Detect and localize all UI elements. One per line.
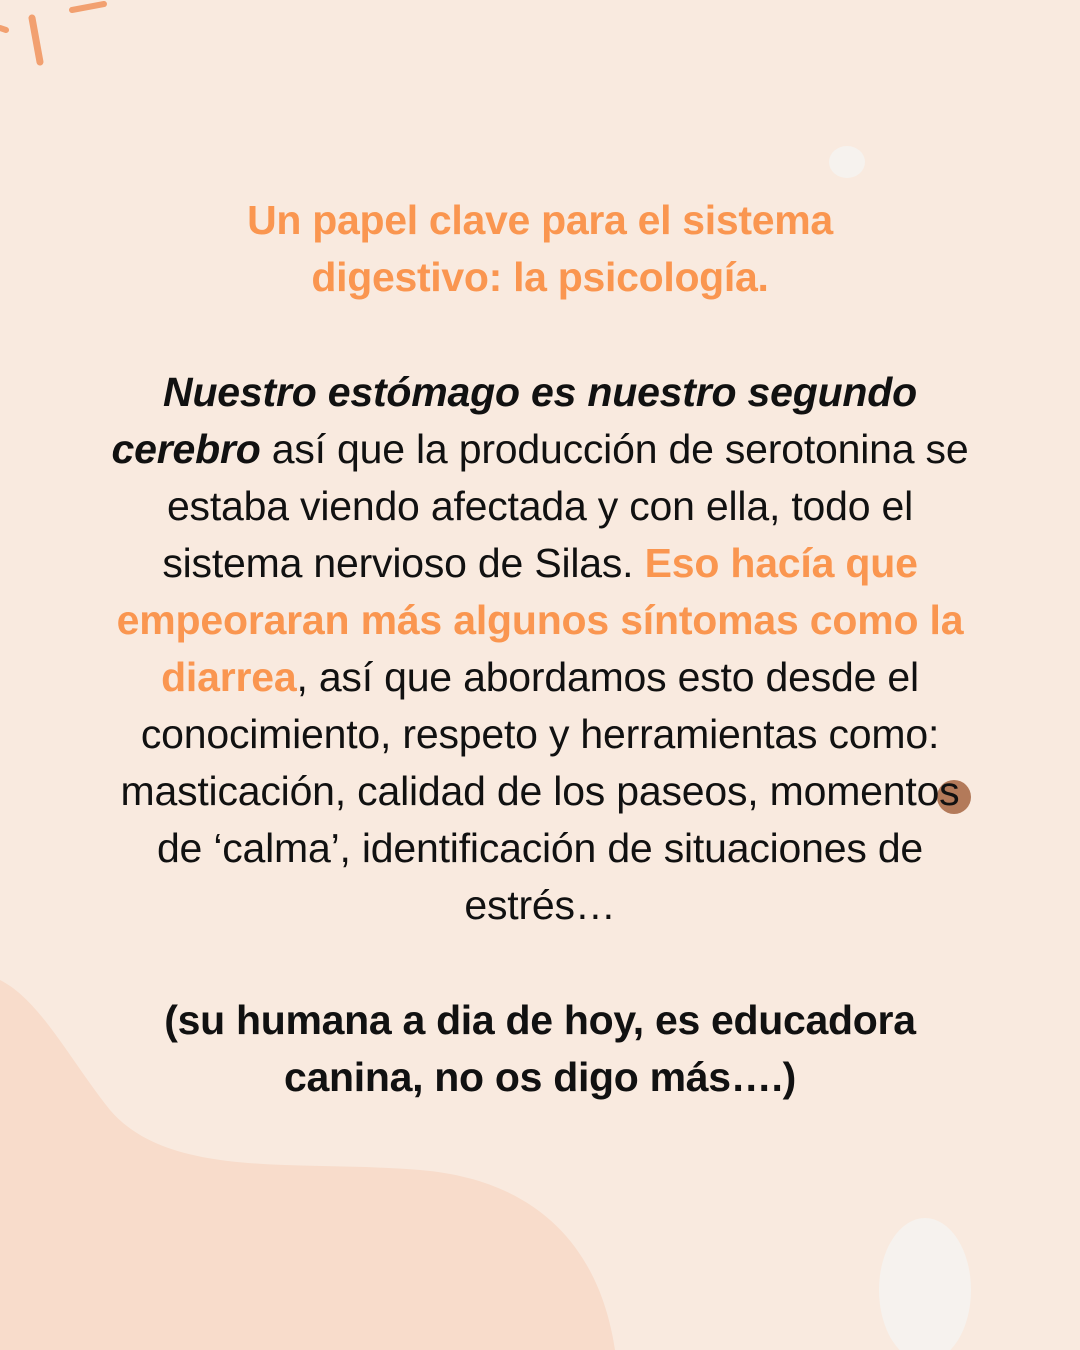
emphasis-text: Nuestro estómago es nuestro segundo cerebro [111,369,917,472]
dash-shape [32,18,40,62]
body-text-part: así que la producción de serotonina se estaba viendo afectada y con ella, todo el sistema nervioso de Silas. [162,426,969,586]
highlight-text: Eso hacía que empeoraran más algunos síntomas como la diarrea [116,540,964,700]
heading [110,192,970,306]
dash-shape [0,28,6,30]
body-paragraph [110,364,970,934]
text-block [110,192,970,1106]
dash-shape [72,4,104,10]
pale-dot-shape [829,146,865,178]
heading-line-1: Un papel clave para el sistema [247,197,833,243]
closing-note: (su humana a dia de hoy, es educadora canina, no os digo más….) [164,997,916,1100]
body-text-part: , así que abordamos esto desde el conocimiento, respeto y herramientas como: masticación, calidad de los paseos, momentos de ‘calma’, identificación de situaciones de estrés… [120,654,960,928]
light-oval-shape [879,1218,971,1350]
heading-line-2: digestivo: la psicología. [311,254,769,300]
